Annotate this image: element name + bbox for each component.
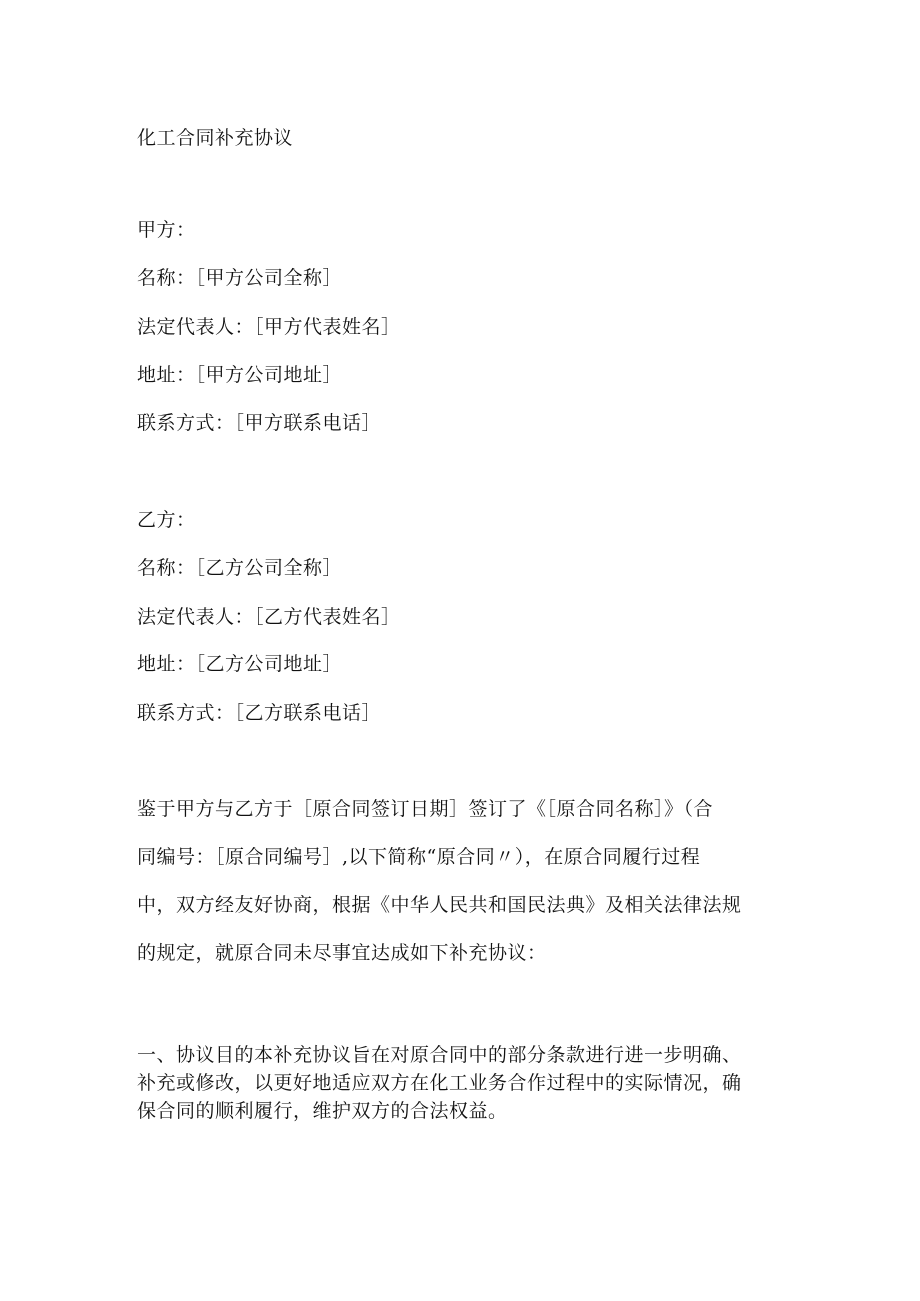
party-a-contact: 联系方式：［甲方联系电话］ [137, 412, 382, 434]
party-a-heading: 甲方： [137, 219, 196, 241]
party-b-representative: 法定代表人：［乙方代表姓名］ [137, 606, 401, 628]
party-a-representative: 法定代表人：［甲方代表姓名］ [137, 316, 401, 338]
party-a-name: 名称：［甲方公司全称］ [137, 267, 343, 289]
preamble-line: 同编号：［原合同编号］,以下简称“原合同〃），在原合同履行过程 [137, 846, 701, 868]
document-title: 化工合同补充协议 [137, 127, 294, 149]
party-b-name: 名称：［乙方公司全称］ [137, 557, 343, 579]
party-a-address: 地址：［甲方公司地址］ [137, 364, 343, 386]
party-b-contact: 联系方式：［乙方联系电话］ [137, 702, 382, 724]
preamble-line: 鉴于甲方与乙方于［原合同签订日期］签订了《［原合同名称］》（合 [137, 798, 714, 820]
preamble-line: 的规定，就原合同未尽事宜达成如下补充协议： [137, 942, 547, 964]
party-b-heading: 乙方： [137, 509, 196, 531]
preamble-line: 中，双方经友好协商，根据《中华人民共和国民法典》及相关法律法规 [137, 894, 742, 916]
clause-1-line: 保合同的顺利履行，维护双方的合法权益。 [137, 1100, 508, 1122]
clause-1-line: 一、协议目的本补充协议旨在对原合同中的部分条款进行进一步明确、 [137, 1044, 742, 1066]
clause-1-line: 补充或修改，以更好地适应双方在化工业务合作过程中的实际情况，确 [137, 1072, 742, 1094]
party-b-address: 地址：［乙方公司地址］ [137, 653, 343, 675]
